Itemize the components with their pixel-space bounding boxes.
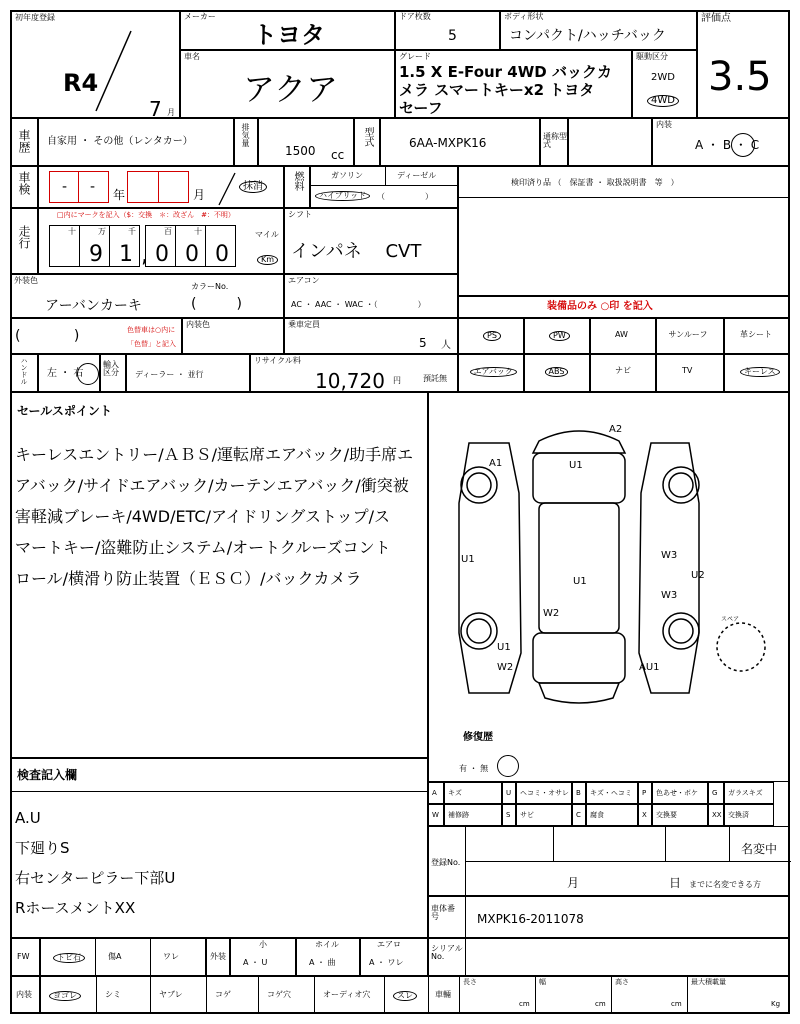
legend-row2-text-box-0 [444,804,502,826]
damage-mark-u1-left: U1 [461,554,475,565]
serial-box [428,938,790,976]
inspection-note-3: RホースメントXX [15,899,136,917]
inspection-note-2: 右センターピラー下部U [15,869,176,887]
legend-row1-text-2: キズ・ヘコミ [590,789,632,797]
legend-row2-code-0: W [432,811,439,819]
displacement-value: 1500 [285,144,316,158]
inspection-year-unit: 年 [113,188,126,202]
maker-label: メーカー [184,12,216,21]
legend-row2-text-box-4 [724,804,774,826]
ext-small-value: A ・ U [243,958,268,967]
equipment-row1-label-0: PS [483,331,501,341]
fuel-box [310,166,458,208]
equipment-row2-label-4: キーレス [740,367,780,377]
damage-mark-w3-upper: W3 [661,550,678,561]
mileage-label: 走行 [17,225,31,249]
legend-row2-code-box-0 [428,804,444,826]
width-label: 幅 [539,978,546,986]
int-cell-6 [384,976,429,1014]
ext-small-label: 小 [259,940,267,949]
fuel-hybrid: ハイブリッド [315,191,370,201]
legend-row2-text-3: 交換要 [656,811,677,819]
damage-mark-au1: AU1 [639,662,660,673]
capacity-label: 乗車定員 [288,320,320,329]
body-box [500,10,697,50]
docs-box [458,166,790,296]
inspection-notes-box [10,758,428,938]
mileage-label-box [10,208,38,274]
history-label-box [10,118,38,166]
equipment-row1-item-2 [590,318,656,354]
exterior-color-value: アーバンカーキ [45,298,142,314]
odometer-comma: , [141,243,148,268]
legend-row2-code-box-1 [502,804,516,826]
legend-row2-text-box-1 [516,804,572,826]
legend-row1-text-box-2 [586,782,638,804]
chassis-box [428,896,790,938]
shift-value: インパネ CVT [291,241,422,262]
grade-line-3: セーフ [399,99,443,117]
legend-row2-code-2: C [576,811,581,819]
legend-row2-text-box-2 [586,804,638,826]
drive-2wd: 2WD [651,72,675,83]
legend-row1-text-box-3 [652,782,708,804]
equipment-row1-label-2: AW [615,330,628,339]
ac-label: エアコン [288,276,320,285]
legend-row2-text-0: 補修跡 [448,811,469,819]
transfer-status: 名変中 [741,842,778,856]
ext-label-box [206,938,230,976]
int-label-2: ヤブレ [159,990,183,999]
recycle-label: リサイクル料 [254,356,301,365]
interior-grade-label: 内装 [656,120,672,129]
length-label: 長さ [463,978,477,986]
equipment-row1-label-1: PW [549,331,570,341]
legend-row1-text-box-1 [516,782,572,804]
drive-4wd: 4WD [647,95,679,107]
displacement-label: 排気量 [241,123,250,147]
odometer [49,223,249,269]
legend-row2-code-box-2 [572,804,586,826]
exterior-color-box: 外装色 アーバンカーキ カラーNo. ( ) [10,274,284,318]
legend-row1-code-3: P [642,789,647,797]
int-label-6: スレ [393,991,417,1001]
drive-box [632,50,697,118]
aero-label: エアロ [377,940,401,949]
model-label: 型式 [362,127,373,147]
damage-mark-u2: U2 [691,570,705,581]
legend-row2-text-1: サビ [520,811,534,819]
int-label-5: オーディオ穴 [323,990,371,999]
equipment-title: 装備品のみ ○印 を記入 [547,301,653,312]
name-value: アクア [243,70,339,108]
int-label-0: ヨゴレ [49,991,81,1001]
interior-grade-box [652,118,790,166]
import-label-box [100,354,126,392]
legend-row1-text-box-4 [724,782,774,804]
fw-cell-0 [40,938,96,976]
wheel-value: A ・ 曲 [309,958,336,967]
body-value: コンパクト/ハッチバック [509,28,666,44]
legend-row2-code-3: X [642,811,647,819]
height-unit: cm [671,1000,682,1008]
legend-row2-code-box-3 [638,804,652,826]
rating-label: 評価点 [701,13,731,24]
mileage-box [38,208,284,274]
equipment-title-box [458,296,790,318]
history-value: 自家用 ・ その他（レンタカー） [47,136,193,147]
recycle-value: 10,720 [315,369,385,393]
sales-point-line-3: マートキー/盗難防止システム/オートクルーズコント [15,538,391,557]
doors-box [395,10,500,50]
handle-label: ハンドル [20,357,28,385]
grade-line-1: 1.5 X E-Four 4WD バックカ [399,63,612,81]
aero-value: A ・ ワレ [369,958,404,967]
inspection-month-box [127,171,189,203]
legend-row1-code-box-2 [572,782,586,804]
odometer-unit-1: 万 [98,227,106,236]
import-label: 輸入区分 [103,360,119,377]
legend-row2-code-box-4 [708,804,724,826]
fw-label-2: ワレ [163,952,179,961]
recycle-unit: 円 [393,376,401,385]
doors-label: ドア枚数 [399,12,431,21]
odometer-digit-1 [79,225,110,267]
interior-grade-circle [731,133,755,157]
registration-month-unit: 月 [567,876,580,890]
int-cell-0 [40,976,97,1014]
legend-row1-text-box-0 [444,782,502,804]
rating-value: 3.5 [708,54,772,100]
equipment-row2-item-1 [524,354,590,392]
common-model-label-box [540,118,568,166]
legend-row1-text-3: 色あせ・ボケ [656,789,698,797]
first-reg-era: R4 [63,69,99,97]
odometer-unit-3: 百 [164,227,172,236]
fuel-gasoline: ガソリン [331,171,363,180]
int-label: 内装 [16,990,32,999]
inspection-notes-title: 検査記入欄 [17,768,78,782]
registration-box [428,826,790,896]
equipment-row1-label-4: 革シート [740,330,772,339]
odometer-digit-3 [145,225,176,267]
serial-label: シリアルNo. [431,944,463,961]
name-box [180,50,395,118]
shift-label: シフト [288,210,312,219]
load-unit: Kg [771,1000,781,1008]
repair-history-label: 修復歴 [463,732,493,743]
ext-small-box [230,938,296,976]
fuel-diesel: ディーゼル [397,171,437,180]
odometer-value-3: 0 [155,242,169,267]
width-unit: cm [595,1000,606,1008]
legend-row1-code-box-1 [502,782,516,804]
inspection-month-unit: 月 [193,188,206,202]
fuel-label: 燃料 [292,171,303,191]
damage-mark-a2: A2 [609,424,623,435]
legend-row2-text-2: 腐食 [590,811,604,819]
odometer-value-4: 0 [185,242,199,267]
interior-color-box [182,318,284,354]
odometer-digit-2 [109,225,140,267]
equipment-row2-label-0: エアバック [470,367,517,377]
damage-mark-w2-center: W2 [543,608,560,619]
mileage-unit-mile: マイル [255,230,279,239]
fw-cell-2 [150,938,206,976]
fuel-other: （ ） [377,192,433,201]
handle-label-box [10,354,38,392]
name-label: 車名 [184,52,200,61]
common-model-box [568,118,652,166]
first-reg-month-unit: 月 [167,108,175,117]
ext-label: 外装 [210,952,226,961]
equipment-row1-item-4 [724,318,790,354]
interior-color-label: 内装色 [186,320,210,329]
history-value-box [38,118,234,166]
damage-mark-u1-front: U1 [569,460,583,471]
docs-label: 検印済り品 （ 保証書 ・ 取扱説明書 等 ） [511,178,679,187]
odometer-digit-5 [205,225,236,267]
legend-row2-code-1: S [506,811,511,819]
capacity-box [284,318,458,354]
fw-label-1: 傷A [108,952,122,961]
legend-row1-code-1: U [506,789,512,797]
odometer-value-1: 9 [89,242,103,267]
registration-deadline-note: までに名変できる方 [689,880,761,889]
load-label: 最大積載量 [691,978,726,986]
chassis-label: 車体番号 [431,904,455,921]
equipment-row1-label-3: サンルーフ [668,330,708,339]
inspection-label: 車検 [17,171,31,195]
height-label: 高さ [615,978,629,986]
legend-row2-text-box-3 [652,804,708,826]
first-registration-box [10,10,180,121]
mileage-unit-km: Km [257,255,278,265]
recycle-status: 預託無 [423,374,447,383]
grade-box [395,50,632,118]
sales-point-box [10,392,428,758]
int-label-4: コゲ穴 [267,990,291,999]
exterior-color-label: 外装色 [14,276,38,285]
repair-history-circle [497,755,519,777]
equipment-row2-item-4 [724,354,790,392]
int-label-3: コゲ [215,990,231,999]
fw-label-0: トビ石 [53,953,85,963]
wheel-box [296,938,360,976]
rating-box [697,10,790,118]
legend-row1-code-box-0 [428,782,444,804]
capacity-unit: 人 [441,340,451,351]
int-cell-5 [314,976,385,1014]
sales-point-line-0: キーレスエントリー/ＡＢＳ/運転席エアバック/助手席エ [15,445,414,464]
car-diagram-box [428,392,790,782]
equipment-row2-item-2 [590,354,656,392]
first-reg-month: 7 [149,97,162,121]
inspection-note-1: 下廻りS [15,839,70,857]
common-model-label: 通称型式 [543,132,567,149]
odometer-value-2: 1 [119,242,133,267]
registration-day-unit: 日 [669,876,682,890]
shift-box [284,208,458,274]
legend-row1-text-1: ヘコミ・オサレ [520,789,569,797]
wheel-label: ホイル [315,940,339,949]
equipment-row2-label-2: ナビ [615,366,631,375]
first-reg-slash [11,11,181,119]
model-label-box [354,118,380,166]
damage-mark-u1-roof: U1 [573,576,587,587]
inspection-expired: 抹消 [239,181,267,193]
legend-row1-text-4: ガラスキズ [728,789,763,797]
odometer-digit-0 [49,225,80,267]
legend-row1-code-4: G [712,789,718,797]
odometer-value-5: 0 [215,242,229,267]
legend-row2-text-4: 交換済 [728,811,749,819]
size-box [428,976,790,1014]
doors-value: 5 [448,28,457,44]
damage-legend [428,782,790,826]
displacement-label-box [234,118,258,166]
color-change-box: ( ) 色替車は○内に 「色替」と記入 [10,318,182,354]
equipment-row2-item-0 [458,354,524,392]
size-label: 車輛 [435,990,451,999]
int-cell-4 [258,976,315,1014]
color-change-note-1: 色替車は○内に [127,326,176,334]
int-cell-3 [206,976,259,1014]
equipment-row1-item-3 [656,318,724,354]
equipment-row1-item-0 [458,318,524,354]
damage-mark-w2-rear: W2 [497,662,514,673]
drive-label: 駆動区分 [636,52,668,61]
odometer-digit-4 [175,225,206,267]
handle-value: 左 ・ 右 [47,368,84,379]
fuel-label-box [284,166,310,208]
history-label: 車歴 [17,129,31,153]
legend-row1-code-box-3 [638,782,652,804]
spare-label: スペア [721,616,740,623]
mileage-note: □内にマークを記入（$：交換 ＊：改ざん #：不明） [57,211,235,219]
import-box [126,354,250,392]
first-reg-label: 初年度登録 [15,13,55,22]
legend-row1-text-0: キズ [448,789,462,797]
inspection-note-0: A.U [15,809,41,827]
model-box [380,118,540,166]
grade-line-2: メラ スマートキーx2 トヨタ [399,81,595,99]
sales-point-line-2: 害軽減ブレーキ/4WD/ETC/アイドリングストップ/ス [15,507,390,526]
displacement-unit: cc [331,148,345,162]
sales-point-line-4: ロール/横滑り防止装置（ＥＳＣ）/バックカメラ [15,569,362,588]
chassis-number: MXPK16-2011078 [477,912,584,926]
equipment-row2-label-1: ABS [545,367,569,377]
sales-point-title: セールスポイント [17,404,112,418]
car-diagram [429,393,791,723]
equipment-row2-item-3 [656,354,724,392]
handle-box [38,354,100,392]
inspection-year-box: - - [49,171,109,203]
capacity-value: 5 [419,336,427,350]
recycle-box [250,354,458,392]
damage-mark-a1: A1 [489,458,503,469]
damage-mark-u1-rear: U1 [497,642,511,653]
grade-label: グレード [399,52,431,61]
maker-value: トヨタ [253,21,325,49]
legend-row1-code-0: A [432,789,437,797]
int-cell-1 [96,976,151,1014]
fw-cell-1 [95,938,151,976]
legend-row1-code-2: B [576,789,581,797]
legend-row1-code-box-4 [708,782,724,804]
legend-row2-code-4: XX [712,811,722,819]
inspection-box [38,166,284,208]
color-change-note-2: 「色替」と記入 [127,340,176,348]
odometer-unit-0: 十 [68,227,76,236]
maker-box [180,10,395,50]
int-label-1: シミ [105,990,121,999]
inspection-label-box [10,166,38,208]
body-label: ボディ形状 [504,12,544,21]
ac-box [284,274,458,318]
fw-label-box [10,938,40,976]
int-label-box [10,976,40,1014]
damage-mark-w3-lower: W3 [661,590,678,601]
equipment-row2-label-3: TV [682,366,693,375]
interior-grade-value: A ・ B ・ C [695,138,760,152]
equipment-row1-item-1 [524,318,590,354]
sales-point-line-1: アバック/サイドエアバック/カーテンエアバック/衝突被 [15,476,409,495]
int-cell-2 [150,976,207,1014]
model-value: 6AA-MXPK16 [409,136,487,150]
odometer-unit-4: 十 [194,227,202,236]
length-unit: cm [519,1000,530,1008]
fw-label: FW [17,952,30,961]
odometer-unit-2: 千 [128,227,136,236]
repair-history-value: 有 ・ 無 [459,764,489,773]
ac-value: AC ・ AAC ・ WAC ・（ ） [291,300,426,309]
aero-box [360,938,428,976]
import-value: ディーラー ・ 並行 [135,370,204,379]
displacement-box [258,118,354,166]
color-no-label: カラーNo. [191,282,229,291]
registration-label: 登録No. [431,858,461,867]
